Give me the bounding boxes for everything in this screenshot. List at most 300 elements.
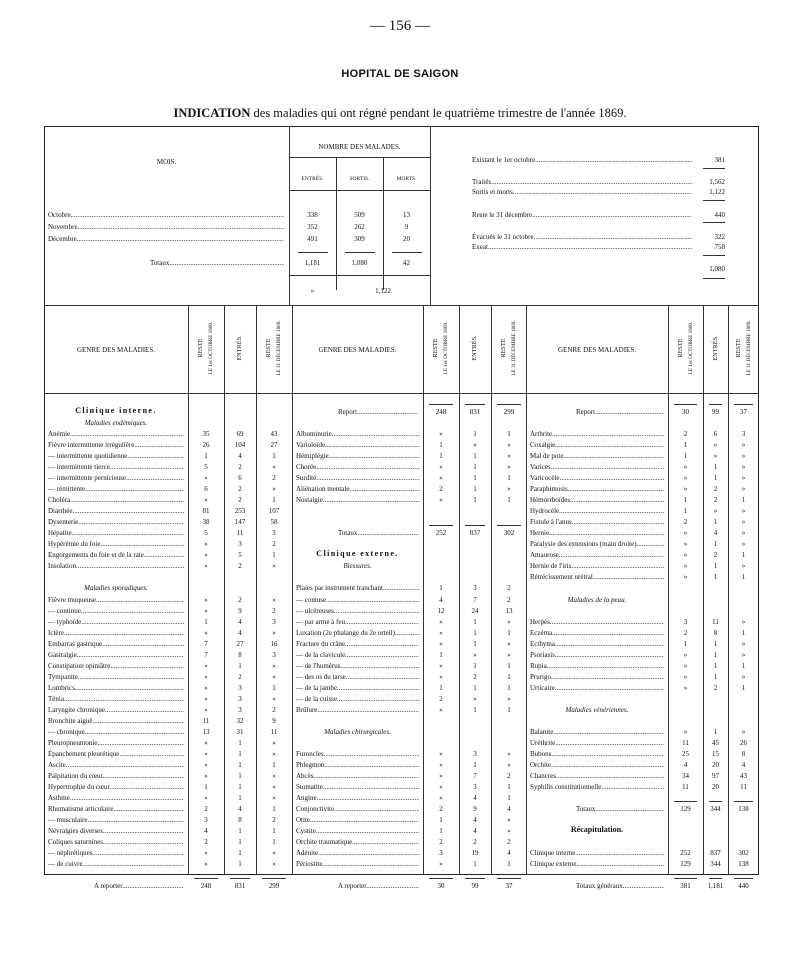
disease-label: — chronique ..... <box>48 727 184 737</box>
disease-value: 1 <box>507 672 511 681</box>
disease-value: 2 <box>272 816 276 825</box>
subsection-heading: Maladies sporadiques. <box>84 584 148 593</box>
disease-value: 6 <box>238 474 242 483</box>
disease-value: 2 <box>713 551 718 560</box>
disease-value: » <box>741 650 746 659</box>
disease-value: 3 <box>683 617 688 626</box>
total-rule <box>497 525 521 526</box>
disease-value: » <box>741 562 746 571</box>
disease-value: 1 <box>507 496 511 505</box>
disease-value: 3 <box>238 683 242 692</box>
disease-label: Orchite traumatique ..... <box>296 837 419 847</box>
disease-value: 4 <box>507 849 511 858</box>
disease-value: 2 <box>473 838 477 847</box>
rule <box>392 252 422 253</box>
disease-value: » <box>204 771 208 780</box>
disease-value: 1 <box>683 639 688 648</box>
disease-value: » <box>204 628 208 637</box>
disease-value: 2 <box>238 496 242 505</box>
disease-label: Chancres ..... <box>530 771 664 781</box>
month-sortis: 509 <box>354 211 365 219</box>
total-rule <box>734 404 753 405</box>
disease-value: 1 <box>507 683 511 692</box>
balance-value: 1,122 <box>709 188 725 196</box>
disease-value: 43 <box>270 430 278 439</box>
summary-divider <box>430 127 431 306</box>
disease-value: » <box>439 661 443 670</box>
disease-label: Dysenterie ..... <box>48 517 184 527</box>
balance-label: Reste le 31 décembre ..... <box>472 210 692 220</box>
disease-value: 1 <box>741 628 746 637</box>
disease-value: 5 <box>204 529 208 538</box>
total-rule <box>734 801 753 802</box>
month-morts: 20 <box>403 235 410 243</box>
disease-value: » <box>204 794 208 803</box>
disease-label: Fracture du crâne ..... <box>296 639 419 649</box>
disease-label: Phlegmon ..... <box>296 760 419 770</box>
disease-value: 26 <box>202 441 210 450</box>
disease-value: » <box>741 441 746 450</box>
disease-value: 3 <box>473 584 477 593</box>
disease-value: 1 <box>204 452 208 461</box>
balance-value: 1,562 <box>709 178 725 186</box>
disease-value: » <box>272 595 276 604</box>
disease-value: 3 <box>439 849 443 858</box>
disease-label: Paraphimosis ..... <box>530 484 664 494</box>
disease-value: » <box>272 771 276 780</box>
total-value: 252 <box>435 529 447 538</box>
disease-label: Tympanite ..... <box>48 672 184 682</box>
rule <box>289 157 430 158</box>
total-value: 129 <box>680 805 691 814</box>
disease-value: 2 <box>713 683 718 692</box>
balance-label: Existant le 1er octobre ..... <box>472 155 692 165</box>
disease-label: Arthrite ..... <box>530 429 664 439</box>
total-value: 831 <box>234 882 246 891</box>
disease-value: 11 <box>202 716 210 725</box>
disease-value: 3 <box>272 529 276 538</box>
reste-header: RESTE <box>197 338 204 358</box>
reste-date-header: LE 31 DÉCEMBRE 1869. <box>511 320 517 376</box>
total-value: 138 <box>738 805 749 814</box>
disease-label: Hernie de l'iris ..... <box>530 561 664 571</box>
col-sortis: SORTIS. <box>349 176 370 182</box>
disease-value: 1 <box>272 551 276 560</box>
disease-label: Paralysie des extensions (main droite) ..... <box>530 539 664 549</box>
disease-value: 2 <box>272 540 276 549</box>
disease-value: » <box>683 727 688 736</box>
disease-value: 31 <box>236 727 244 736</box>
balance-value: 322 <box>714 233 725 241</box>
disease-value: » <box>741 507 746 516</box>
reste-date-header: LE 1er OCTOBRE 1869. <box>443 321 449 375</box>
disease-value: » <box>683 661 688 670</box>
disease-label: Varioloïde ..... <box>296 440 419 450</box>
disease-value: » <box>507 694 511 703</box>
month-morts: 9 <box>404 223 409 231</box>
totaux-label: Totaux ..... <box>150 258 284 268</box>
disease-value: 13 <box>505 606 513 615</box>
disease-value: 1 <box>238 760 242 769</box>
month-label: Novembre ..... <box>48 222 284 232</box>
disease-value: » <box>683 540 688 549</box>
rule <box>491 305 492 875</box>
disease-label: — intermittente quotidienne ..... <box>48 451 184 461</box>
totaux-morts: 42 <box>403 259 410 267</box>
total-rule <box>497 404 521 405</box>
total-value: 37 <box>505 882 513 891</box>
disease-value: 2 <box>713 496 718 505</box>
disease-value: » <box>683 562 688 571</box>
disease-value: 2 <box>238 595 242 604</box>
disease-value: » <box>507 485 511 494</box>
section-heading: Clinique interne. <box>75 406 157 415</box>
disease-value: » <box>439 672 443 681</box>
disease-value: » <box>741 672 746 681</box>
disease-value: 1 <box>741 683 746 692</box>
total-value: 302 <box>503 529 515 538</box>
disease-value: 1 <box>272 827 276 836</box>
disease-label: — de la cuisse ..... <box>296 694 419 704</box>
balance-value: 381 <box>714 156 725 164</box>
disease-label: Urticaire ..... <box>530 683 664 693</box>
col-morts: MORTS. <box>396 176 417 182</box>
disease-label: Balanite ..... <box>530 727 664 737</box>
total-value: 299 <box>503 408 515 416</box>
disease-value: 1 <box>507 794 511 803</box>
total-value: 837 <box>469 529 481 538</box>
disease-label: Stomatite ..... <box>296 782 419 792</box>
disease-value: » <box>272 661 276 670</box>
disease-value: » <box>507 441 511 450</box>
total-label: Report ..... <box>576 407 664 417</box>
rule <box>703 278 725 279</box>
disease-label: Aliénation mentale ..... <box>296 484 419 494</box>
disease-value: 1 <box>713 540 718 549</box>
disease-value: 8 <box>238 816 242 825</box>
disease-label: Hémorrhoïdes ..... <box>530 495 664 505</box>
disease-value: 1 <box>238 849 242 858</box>
disease-label: Pleuropneumonie ..... <box>48 738 184 748</box>
disease-value: 1 <box>272 452 276 461</box>
disease-value: » <box>507 760 511 769</box>
disease-value: 1 <box>713 727 718 736</box>
disease-value: » <box>204 661 208 670</box>
disease-value: 25 <box>682 749 689 758</box>
disease-value: 4 <box>473 794 477 803</box>
month-entres: 338 <box>307 211 318 219</box>
recap-heading: Récapitulation. <box>570 825 624 835</box>
disease-label: Laryngite chronique ..... <box>48 705 184 715</box>
total-label: Totaux ..... <box>338 528 419 538</box>
disease-value: 1 <box>741 661 746 670</box>
hospital-title: HOPITAL DE SAIGON <box>341 68 459 80</box>
disease-value: 4 <box>238 617 242 626</box>
disease-value: 1 <box>238 661 242 670</box>
disease-value: » <box>683 551 688 560</box>
disease-label: Prurigo ..... <box>530 672 664 682</box>
disease-value: 1 <box>439 827 443 836</box>
disease-label: — néphrétiques ..... <box>48 848 184 858</box>
disease-label: Fistule à l'anus ..... <box>530 517 664 527</box>
heading-indication: INDICATION <box>173 106 251 120</box>
disease-value: 1 <box>272 496 276 505</box>
disease-value: 2 <box>683 518 688 527</box>
disease-value: 1 <box>439 584 443 593</box>
total-rule <box>465 878 485 879</box>
disease-value: 1 <box>272 760 276 769</box>
disease-value: 3 <box>204 816 208 825</box>
rule <box>423 305 424 875</box>
disease-value: » <box>507 463 511 472</box>
reste-header: RESTE <box>265 338 272 358</box>
disease-value: 97 <box>712 771 719 780</box>
total-value: 248 <box>435 408 447 416</box>
disease-value: 45 <box>712 738 719 747</box>
disease-value: » <box>204 749 208 758</box>
disease-value: » <box>741 463 746 472</box>
subsection-heading: Maladies endémiques. <box>84 419 148 428</box>
disease-value: 3 <box>272 617 276 626</box>
total-rule <box>734 878 753 879</box>
disease-label: Clinique externe ..... <box>530 859 664 869</box>
disease-value: » <box>713 452 718 461</box>
disease-label: Psoriasis ..... <box>530 650 664 660</box>
disease-value: 1 <box>473 661 477 670</box>
disease-value: » <box>507 617 511 626</box>
disease-value: 1 <box>507 474 511 483</box>
rule <box>703 222 725 223</box>
disease-label: Syphilis constitutionnelle ..... <box>530 782 664 792</box>
disease-value: 2 <box>439 485 443 494</box>
disease-value: 4 <box>507 805 511 814</box>
total-rule <box>429 404 453 405</box>
disease-value: 3 <box>238 540 242 549</box>
disease-value: » <box>439 474 443 483</box>
disease-value: 27 <box>236 639 244 648</box>
disease-value: 11 <box>682 783 689 792</box>
rule <box>703 255 725 256</box>
bottom-value: 1,122 <box>375 287 391 295</box>
disease-value: » <box>272 628 276 637</box>
total-label: A reporter ..... <box>338 881 419 891</box>
disease-value: » <box>272 694 276 703</box>
total-value: 299 <box>268 882 280 891</box>
disease-value: 1 <box>713 672 718 681</box>
subsection-heading: Maladies chirurgicales. <box>324 727 391 736</box>
disease-value: 2 <box>272 705 276 714</box>
disease-value: » <box>204 551 208 560</box>
header-rule <box>292 393 526 394</box>
disease-value: 1 <box>272 805 276 814</box>
disease-value: 129 <box>680 860 691 869</box>
total-value: 99 <box>471 882 479 891</box>
disease-label: Varices ..... <box>530 462 664 472</box>
section-heading: Clinique externe. <box>316 549 399 559</box>
disease-value: 1 <box>683 507 688 516</box>
total-rule <box>262 878 286 879</box>
disease-value: » <box>473 441 477 450</box>
disease-value: 252 <box>680 849 691 858</box>
disease-value: » <box>683 529 688 538</box>
disease-value: 11 <box>712 617 719 626</box>
disease-value: » <box>741 617 746 626</box>
reste-date-header: LE 31 DÉCEMBRE 1869. <box>276 320 282 376</box>
header-rule <box>44 393 292 394</box>
disease-value: » <box>272 794 276 803</box>
disease-label: Furoncles ..... <box>296 749 419 759</box>
total-value: 30 <box>682 408 689 416</box>
disease-label: Clinique interne ..... <box>530 848 664 858</box>
disease-value: 8 <box>238 650 242 659</box>
rule <box>298 252 328 253</box>
disease-value: » <box>204 606 208 615</box>
disease-value: 2 <box>683 628 688 637</box>
header-rule <box>526 393 759 394</box>
column-divider <box>526 305 527 875</box>
disease-value: 4 <box>238 452 242 461</box>
disease-value: 1 <box>439 650 443 659</box>
disease-value: 1 <box>507 783 511 792</box>
disease-value: 1 <box>473 628 477 637</box>
disease-value: 69 <box>236 430 244 439</box>
disease-value: 4 <box>473 827 477 836</box>
disease-value: 24 <box>471 606 479 615</box>
disease-value: 1 <box>473 485 477 494</box>
total-value: 37 <box>740 408 747 416</box>
disease-label: Angine ..... <box>296 793 419 803</box>
disease-value: » <box>204 760 208 769</box>
disease-label: Luxation (2e phalange du 2e orteil) ..... <box>296 628 419 638</box>
total-label: A reporter ..... <box>94 881 184 891</box>
disease-value: 1 <box>473 430 477 439</box>
disease-value: » <box>741 727 746 736</box>
reste-header: RESTE <box>676 338 684 358</box>
disease-value: 1 <box>741 551 746 560</box>
disease-value: 2 <box>272 474 276 483</box>
disease-value: 20 <box>712 783 719 792</box>
total-rule <box>465 404 485 405</box>
disease-label: Rupia ..... <box>530 661 664 671</box>
disease-value: 81 <box>202 507 210 516</box>
rule <box>703 168 725 169</box>
disease-value: 4 <box>238 628 242 637</box>
disease-label: Ecthyma ..... <box>530 639 664 649</box>
disease-value: » <box>272 485 276 494</box>
disease-label: Asthme ..... <box>48 793 184 803</box>
balance-label: Évacués le 31 octobre ..... <box>472 232 692 242</box>
disease-value: 27 <box>270 441 278 450</box>
disease-value: » <box>439 783 443 792</box>
disease-value: 3 <box>473 749 477 758</box>
disease-label: Ascite ..... <box>48 760 184 770</box>
entres-header: ENTRÉS. <box>236 335 243 361</box>
disease-value: 20 <box>712 760 719 769</box>
disease-value: » <box>683 683 688 692</box>
disease-value: 2 <box>238 485 242 494</box>
disease-value: 1 <box>238 860 242 869</box>
disease-value: 2 <box>507 771 511 780</box>
total-label: Totaux généraux ..... <box>576 881 664 891</box>
disease-value: 1 <box>238 783 242 792</box>
disease-value: 4 <box>683 760 688 769</box>
disease-value: 1 <box>741 573 746 582</box>
col-entres: ENTRÉS. <box>301 176 324 182</box>
rule <box>459 305 460 875</box>
disease-value: 6 <box>713 430 718 439</box>
disease-value: 43 <box>740 771 747 780</box>
disease-value: 1 <box>439 683 443 692</box>
disease-label: Hernie ..... <box>530 528 664 538</box>
total-value: 440 <box>738 882 749 891</box>
disease-label: Embarras gastrique ..... <box>48 639 184 649</box>
total-rule <box>497 878 521 879</box>
disease-label: — de cuivre ..... <box>48 859 184 869</box>
disease-value: 1 <box>713 650 718 659</box>
disease-value: » <box>507 639 511 648</box>
disease-value: 13 <box>202 727 210 736</box>
disease-value: 16 <box>270 639 278 648</box>
totaux-entres: 1,181 <box>304 259 321 267</box>
page-number: — 156 — <box>370 18 430 34</box>
disease-label: — ulcéreuses ..... <box>296 606 419 616</box>
disease-value: 107 <box>268 507 280 516</box>
disease-value: 15 <box>712 749 719 758</box>
total-value: 30 <box>437 882 445 891</box>
disease-value: » <box>272 738 276 747</box>
disease-label: Périostite ..... <box>296 859 419 869</box>
rule <box>703 200 725 201</box>
disease-value: 7 <box>204 639 208 648</box>
disease-value: 8 <box>713 628 718 637</box>
total-rule <box>465 525 485 526</box>
disease-value: » <box>272 463 276 472</box>
subsection-heading: Blessures. <box>343 562 372 571</box>
disease-label: Choléra ..... <box>48 495 184 505</box>
disease-label: Lombrics ..... <box>48 683 184 693</box>
total-value: 831 <box>469 408 481 416</box>
disease-label: Épanchement pleurétique ..... <box>48 749 184 759</box>
disease-value: » <box>741 452 746 461</box>
disease-value: » <box>439 617 443 626</box>
rule <box>256 305 257 875</box>
disease-value: 9 <box>473 805 477 814</box>
disease-value: » <box>204 474 208 483</box>
disease-label: Fièvre muqueuse ..... <box>48 595 184 605</box>
disease-value: » <box>683 474 688 483</box>
disease-value: 1 <box>473 760 477 769</box>
section-divider <box>44 305 759 306</box>
disease-label: Palpitation du cœur ..... <box>48 771 184 781</box>
disease-label: Orchite ..... <box>530 760 664 770</box>
disease-label: Rétrécissement urétral ..... <box>530 572 664 582</box>
balance-value: 758 <box>714 243 725 251</box>
disease-value: 12 <box>437 606 445 615</box>
disease-label: Eczéma ..... <box>530 628 664 638</box>
disease-label: Cystite ..... <box>296 826 419 836</box>
disease-label: Brûlure ..... <box>296 705 419 715</box>
disease-value: » <box>204 738 208 747</box>
subsection-heading: Maladies vénériennes. <box>565 705 629 714</box>
total-value: 248 <box>200 882 212 891</box>
disease-value: » <box>204 849 208 858</box>
disease-value: 1 <box>238 838 242 847</box>
disease-label: Bronchite aiguë ..... <box>48 716 184 726</box>
disease-value: » <box>204 860 208 869</box>
rule <box>703 305 704 875</box>
disease-value: » <box>204 540 208 549</box>
disease-value: » <box>439 463 443 472</box>
